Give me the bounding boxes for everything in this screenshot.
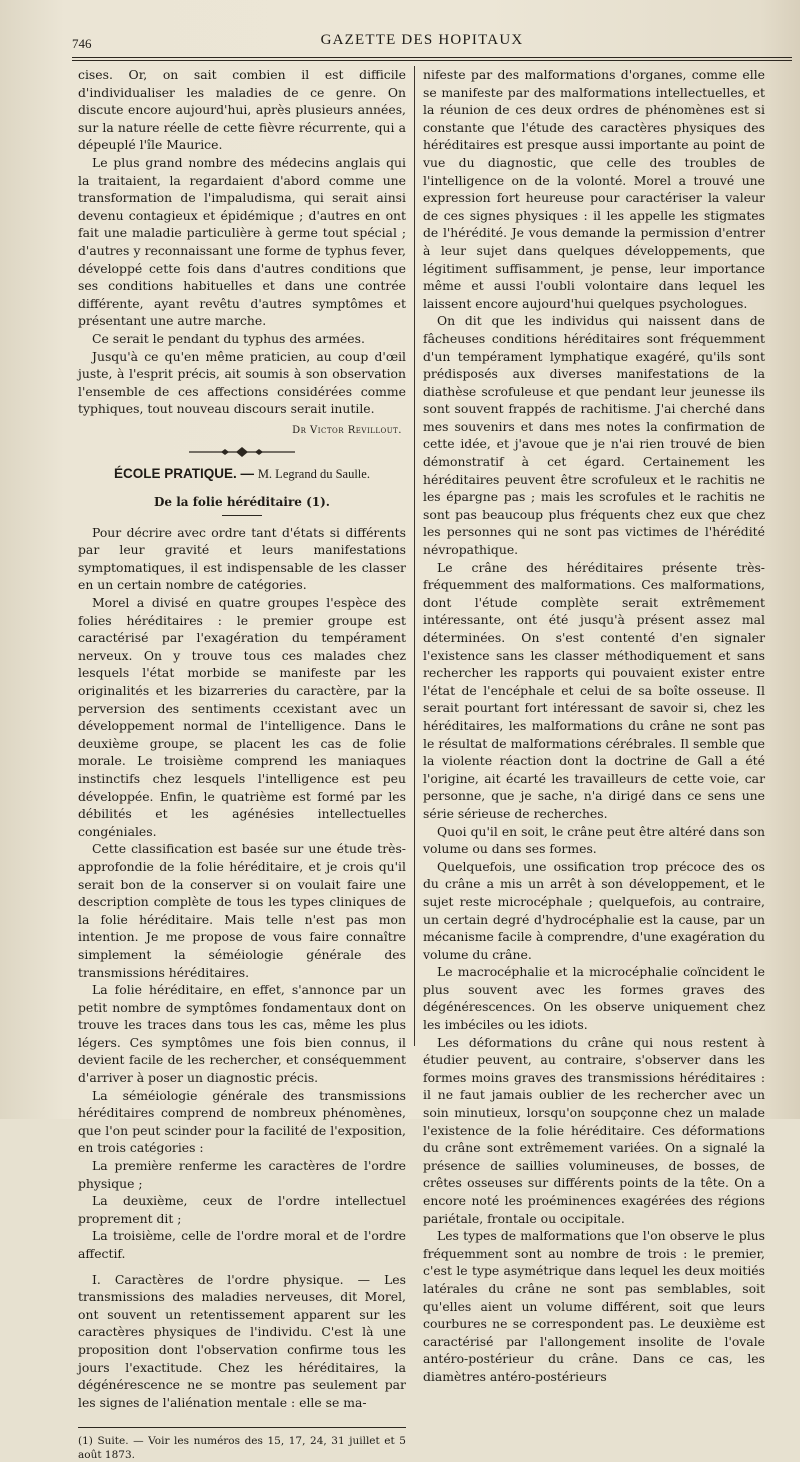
right-column (423, 66, 765, 1386)
section-heading (78, 465, 406, 484)
paragraph: La première renferme les caractères de l'ordre physique ; (78, 1158, 406, 1191)
paragraph: Morel a divisé en quatre groupes l'espèce des folies héréditaires : le premier groupe est caractérisé par l'exagération du tempérament nerveux. On y trouve tous ces malades chez lesquels l'état morbide se manifeste par les originalités et les bizarreries du caractère, par la perversion des sentiments ccexistant avec un développement normal de l'intelligence. Dans le deuxième groupe, se placent les cas de folie morale. Le troisième comprend les maniaques instinctifs chez lesquels l'intelligence est peu développée. Enfin, le quatrième est formé par les débilités et les agénésies intellectuelles congéniales. (78, 595, 406, 839)
article-subheading: De la folie héréditaire (1). (154, 495, 330, 510)
paragraph: La séméiologie générale des transmissions héréditaires comprend de nombreux phénomènes, que l'on peut scinder pour la facilité de l'exposition, en trois catégories : (78, 1087, 406, 1156)
paragraph: Les déformations du crâne qui nous restent à étudier peuvent, au contraire, s'observer dans les formes moins graves des transmissions héréditaires : il ne faut jamais oublier de les rechercher avec un soin minutieux, lorsqu'on soupçonne chez un malade l'existence de la folie héréditaire. Ces déformations du crâne sont extrêmement variées. On a signalé la présence de saillies volumineuses, de bosses, de crêtes osseuses sur différents points de la tête. On a encore noté les proéminences exagérées des régions pariétale, frontale ou occipitale. (423, 1034, 765, 1226)
paragraph: Cette classification est basée sur une étude très-approfondie de la folie héréditaire, et je crois qu'il serait bon de la conserver si on voulait faire une description complète de tous les types cliniques de la folie héréditaire. Mais telle n'est pas mon intention. Je me propose de vous faire connaître simplement la séméiologie générale des transmissions héréditaires. (78, 841, 406, 980)
paragraph: Pour décrire avec ordre tant d'états si différents par leur gravité et leurs manifestations symptomatiques, il est indispensable de les classer en un certain nombre de catégories. (78, 524, 406, 593)
paragraph: nifeste par des malformations d'organes, comme elle se manifeste par des malformations intellectuelles, et la réunion de ces deux ordres de phénomènes est si constante que l'étude des caractères physiques des héréditaires est presque aussi importante au point de vue du diagnostic, que celle des troubles de l'intelligence on de la volonté. Morel a trouvé une expression fort heureuse pour caractériser la valeur de ces signes physiques : il les appelle les stigmates de l'hérédité. Je vous demande la permission d'entrer à leur sujet dans quelques développements, que légitiment suffisamment, je pense, leur importance même et aussi l'oubli volontaire dans lequel les laissent encore aujourd'hui quelques psychologues. (423, 67, 765, 311)
author-signature: Dr Victor Revillout. (292, 424, 402, 436)
paragraph: Les types de malformations que l'on observe le plus fréquemment sont au nombre de trois : le premier, c'est le type asymétrique dans lequel les deux moitiés latérales du crâne ne sont pas semblables, soit qu'elles aient un volume différent, soit que leurs courbures ne se correspondent pas. Le deuxième est caractérisé par l'allongement insolite de l'ovale antéro-postérieur du crâne. Dans ce cas, les diamètres antéro-postérieurs (423, 1228, 765, 1384)
page-number: 746 (72, 36, 92, 51)
paragraph: Le crâne des héréditaires présente très-fréquemment des malformations. Ces malformations, dont l'étude complète serait extrêmement intéressante, ont été jusqu'à présent assez mal déterminées. On s'est contenté d'en signaler l'existence sans les classer méthodiquement et sans rechercher les rapports qui pouvaient exister entre l'état de l'encéphale et celui de sa boîte osseuse. Il serait pourtant fort intéressant de savoir si, chez les héréditaires, les malformations du crâne ne sont pas le résultat de malformations cérébrales. Il semble que la violente réaction dont la doctrine de Gall a été l'origine, ait écarté les travailleurs de cette voie, car personne, que je sache, n'a dirigé dans ce sens une série sérieuse de recherches. (423, 559, 765, 821)
header-rule (72, 57, 792, 61)
paragraph: Quoi qu'il en soit, le crâne peut être altéré dans son volume ou dans ses formes. (423, 823, 765, 857)
paragraph: Ce serait le pendant du typhus des armées. (92, 330, 365, 346)
footnote: (1) Suite. — Voir les numéros des 15, 17, 24, 31 juillet et 5 août 1873. (78, 1435, 406, 1462)
left-column (78, 66, 406, 1462)
paragraph: La troisième, celle de l'ordre moral et de l'ordre affectif. (78, 1228, 406, 1261)
section-author: M. Legrand du Saulle. (257, 467, 370, 482)
paragraph: Quelquefois, une ossification trop précoce des os du crâne a mis un arrêt à son développement, et le sujet reste microcéphale ; quelquefois, au contraire, un certain degré d'hydrocéphalie est la cause, par un mécanisme facile à comprendre, d'une exagération du volume du crâne. (423, 858, 765, 962)
page-header (72, 32, 772, 54)
paragraph: La deuxième, ceux de l'ordre intellectuel proprement dit ; (78, 1193, 406, 1226)
paragraph: Jusqu'à ce qu'en même praticien, au coup d'œil juste, à l'esprit précis, ait soumis à son observation l'ensemble de ces affections considérées comme typhiques, tout nouveau discours serait inutile. (78, 348, 406, 417)
journal-title: GAZETTE DES HOPITAUX (320, 32, 524, 48)
paragraph: Le macrocéphalie et la microcéphalie coïncident le plus souvent avec les formes graves des dégénérescences. On les observe uniquement chez les imbéciles ou les idiots. (423, 964, 765, 1033)
paragraph: cises. Or, on sait combien il est difficile d'individualiser les maladies de ce genre. On discute encore aujourd'hui, après plusieurs années, sur la nature réelle de cette fièvre récurrente, qui a dépeuplé l'île Maurice. (78, 67, 406, 153)
section-title: ÉCOLE PRATIQUE. — (114, 466, 255, 482)
short-rule (222, 515, 262, 516)
paragraph: La folie héréditaire, en effet, s'annonce par un petit nombre de symptômes fondamentaux dont on trouve les traces dans tous les cas, même les plus légers. Ces symptômes une fois bien connus, il devient facile de les rechercher, et conséquemment d'arriver à poser un diagnostic précis. (78, 982, 406, 1086)
footnote-rule (78, 1427, 406, 1428)
ornament-divider (78, 445, 406, 459)
column-divider (414, 66, 415, 1046)
paragraph: On dit que les individus qui naissent dans de fâcheuses conditions héréditaires sont fréquemment d'un tempérament lymphatique exagéré, qu'ils sont prédisposés aux diverses manifestations de la diathèse scrofuleuse et que pendant leur jeunesse ils sont souvent frappés de rachitisme. J'ai cherché dans mes souvenirs et dans mes notes la confirmation de cette idée, et j'avoue que je n'ai rien trouvé de bien démonstratif à cet égard. Certainement les héréditaires peuvent être scrofuleux et le rachitis ne les épargne pas ; mais les scrofules et le rachitis ne sont pas beaucoup plus fréquents chez eux que chez les personnes qui ne sont pas victimes de l'hérédité névropathique. (423, 313, 765, 558)
paragraph: Le plus grand nombre des médecins anglais qui la traitaient, la regardaient d'abord comme une transformation de l'impaludisma, qui serait ainsi devenu contagieux et épidémique ; d'autres en ont fait une maladie particulière à germe tout spécial ; d'autres y reconnaissant une forme de typhus fever, développé cette fois dans d'autres conditions que ses conditions habituelles et dans une contrée différente, ayant revêtu d'autres symptômes et présentant une autre marche. (78, 154, 406, 329)
paragraph: I. Caractères de l'ordre physique. — Les transmissions des maladies nerveuses, dit Morel, ont souvent un retentissement apparent sur les caractères physiques de l'individu. C'est là une proposition dont l'observation confirme tous les jours l'exactitude. Chez les héréditaires, la dégénérescence ne se montre pas seulement par les signes de l'aliénation mentale : elle se ma- (78, 1271, 406, 1410)
